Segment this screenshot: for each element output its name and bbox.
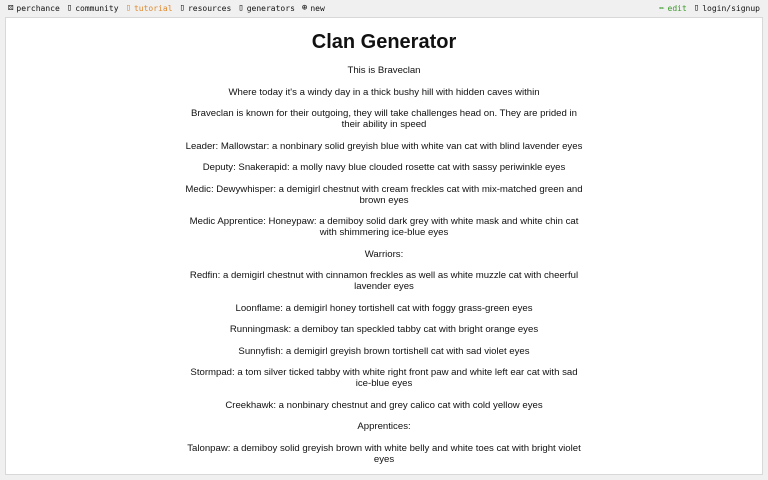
medic-line: Medic: Dewywhisper: a demigirl chestnut with cream freckles cat with mix-matched green and brown eyes — [185, 183, 583, 206]
nav-tutorial[interactable] — [126, 4, 173, 13]
medic-apprentice-line: Medic Apprentice: Honeypaw: a demiboy solid dark grey with white mask and white chin cat with shimmering ice-blue eyes — [189, 216, 579, 238]
deputy-line: Deputy: Snakerapid: a molly navy blue clouded rosette cat with sassy periwinkle eyes — [202, 162, 566, 173]
nav-edit[interactable] — [659, 4, 687, 13]
nav-community-label: community — [75, 3, 119, 13]
warrior-line: Creekhawk: a nonbinary chestnut and grey calico cat with cold yellow eyes — [225, 399, 543, 411]
community-icon: ▯ — [66, 2, 73, 13]
warrior-line: Loonflame: a demigirl honey tortishell cat with foggy grass-green eyes — [235, 302, 533, 314]
top-nav-left — [8, 4, 332, 13]
plus-circle-icon: ⊕ — [301, 2, 308, 13]
pencil-icon: ✏ — [659, 2, 665, 13]
resources-icon: ▯ — [179, 2, 185, 13]
nav-community[interactable] — [67, 4, 119, 13]
nav-perchance-label: perchance — [16, 3, 60, 13]
generators-icon: ▯ — [238, 2, 244, 13]
top-nav-right — [652, 4, 760, 13]
apprentice-line: Talonpaw: a demiboy solid greyish brown with white belly and white toes cat with bright violet eyes — [187, 442, 581, 465]
warrior-line: Sunnyfish: a demigirl greyish brown tortishell cat with sad violet eyes — [238, 345, 530, 357]
leader-line: Leader: Mallowstar: a nonbinary solid greyish blue with white van cat with blind lavender eyes — [185, 140, 583, 152]
page-title: Clan Generator — [311, 31, 457, 53]
nav-generators[interactable] — [238, 4, 295, 13]
nav-resources[interactable] — [180, 4, 232, 13]
nav-login-signup-label: login/signup — [702, 3, 760, 13]
clan-location-line: Where today it's a windy day in a thick bushy hill with hidden caves within — [228, 86, 540, 98]
generator-output-panel — [5, 17, 763, 475]
top-nav-bar — [0, 0, 768, 16]
clan-intro-line: This is Braveclan — [347, 65, 421, 76]
nav-edit-label: edit — [667, 3, 687, 13]
user-icon: ▯ — [693, 2, 700, 13]
dice-icon: ⚄ — [8, 2, 14, 13]
nav-generators-label: generators — [246, 3, 295, 13]
warrior-line: Stormpad: a tom silver ticked tabby with white right front paw and white left ear cat with sad ice-blue eyes — [190, 367, 578, 389]
generated-clan-text — [184, 65, 584, 475]
warrior-line: Redfin: a demigirl chestnut with cinnamon freckles as well as white muzzle cat with cheerful lavender eyes — [189, 270, 579, 292]
nav-resources-label: resources — [187, 3, 232, 13]
nav-new[interactable] — [302, 4, 325, 13]
nav-tutorial-label: tutorial — [133, 3, 173, 13]
clan-description-line: Braveclan is known for their outgoing, they will take challenges head on. They are prided in their ability in speed — [191, 108, 577, 130]
warriors-heading: Warriors: — [364, 248, 404, 260]
apprentices-heading: Apprentices: — [357, 421, 411, 432]
nav-login-signup[interactable] — [694, 4, 760, 13]
nav-perchance[interactable] — [8, 4, 60, 13]
tutorial-icon: ▯ — [125, 2, 131, 13]
warrior-line: Runningmask: a demiboy tan speckled tabby cat with bright orange eyes — [229, 324, 539, 335]
nav-new-label: new — [310, 3, 325, 13]
